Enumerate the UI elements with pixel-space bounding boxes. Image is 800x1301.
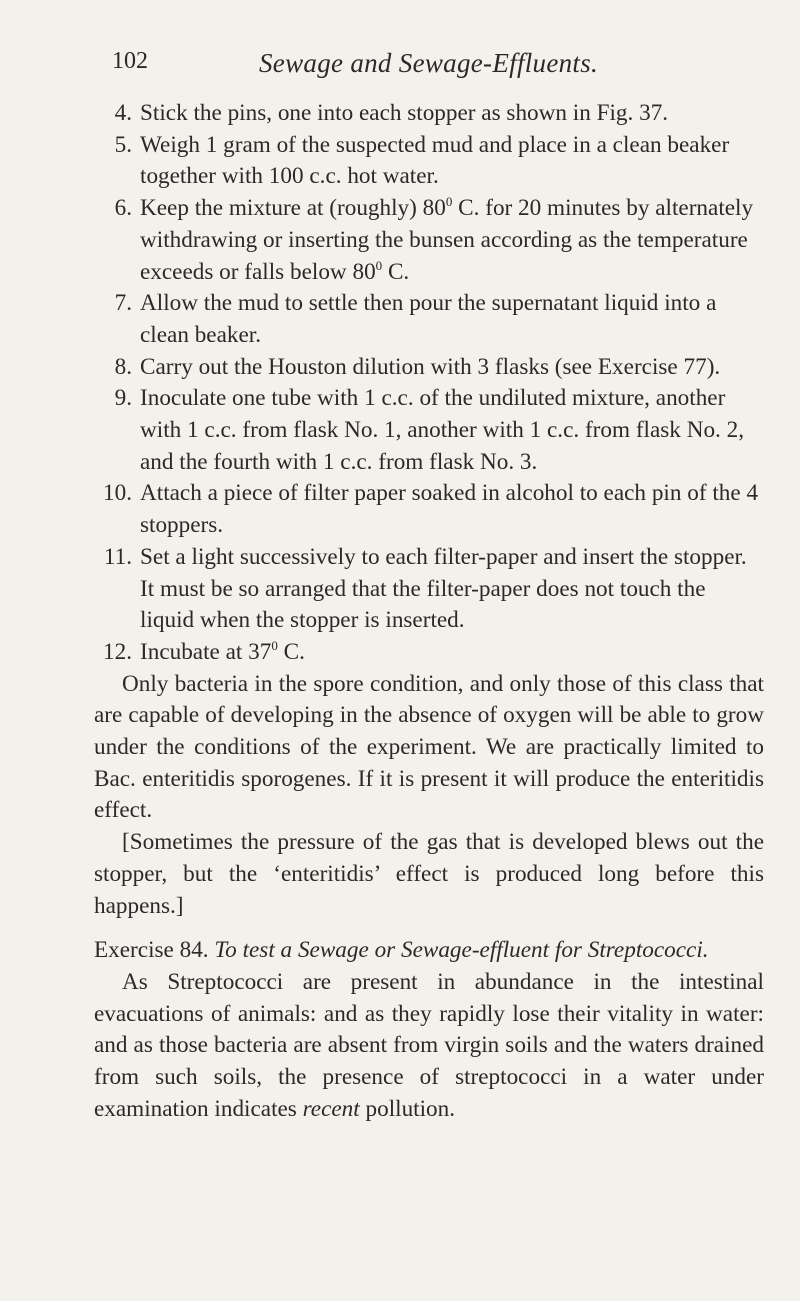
paragraph-streptococci: As Streptococci are present in abundance in the intestinal evacuations of animals: and as they rapidly lose their vitality in water: and as those bacteria are absent from virgin soils and the waters drained from such soils, the presence of streptococci in a water under examination indicates recent pollution. [94,968,764,1122]
list-item: 4. Stick the pins, one into each stopper as shown in Fig. 37. [114,100,669,126]
page-number: 102 [112,48,148,74]
paragraph-bracketed-note: [Sometimes the pressure of the gas that is developed blews out the stopper, but the ‘enteritidis’ effect is produced long before this happens.] [94,829,764,919]
list-item: 6. Keep the mixture at (roughly) $80^0$ C. for 20 minutes by alternately withdrawing or inserting the bunsen according as the temperature exceeds or falls below $80^0$ C. [114,194,754,285]
page-header [0,48,800,88]
exercise-heading [94,935,764,967]
list-item: 8. Carry out the Houston dilution with 3 flasks (see Exercise 77). [114,353,721,380]
list-item: 11. Set a light successively to each filter-paper and insert the stopper. It must be so arranged that the filter-paper does not touch the liquid when the stopper is inserted. [103,543,747,634]
emphasis-recent: recent [302,1095,360,1122]
running-title: Sewage and Sewage-Effluents. [259,48,599,78]
list-item: 10. Attach a piece of filter paper soaked in alcohol to each pin of the 4 stoppers. [103,480,759,539]
exercise-label: Exercise 84. [94,937,209,964]
exercise-title: To test a Sewage or Sewage-effluent for Streptococci. [214,937,709,964]
paragraph-spore-bacteria: Only bacteria in the spore condition, and only those of this class that are capable of developing in the absence of oxygen will be able to grow under the conditions of the experiment. We are practically limited to Bac. enteritidis sporogenes. If it is present it will produce the enteritidis effect. [94,670,764,824]
list-item: 7. Allow the mud to settle then pour the supernatant liquid into a clean beaker. [114,290,717,348]
procedure-steps [94,98,764,669]
list-item: 9. Inoculate one tube with 1 c.c. of the undiluted mixture, another with 1 c.c. from flask No. 1, another with 1 c.c. from flask No. 2, and the fourth with 1 c.c. from flask No. 3. [114,385,745,475]
page-body [94,98,764,1126]
list-item: 5. Weigh 1 gram of the suspected mud and place in a clean beaker together with 100 c.c. hot water. [114,131,730,190]
list-item: 12. Incubate at $37^0$ C. [103,637,305,665]
